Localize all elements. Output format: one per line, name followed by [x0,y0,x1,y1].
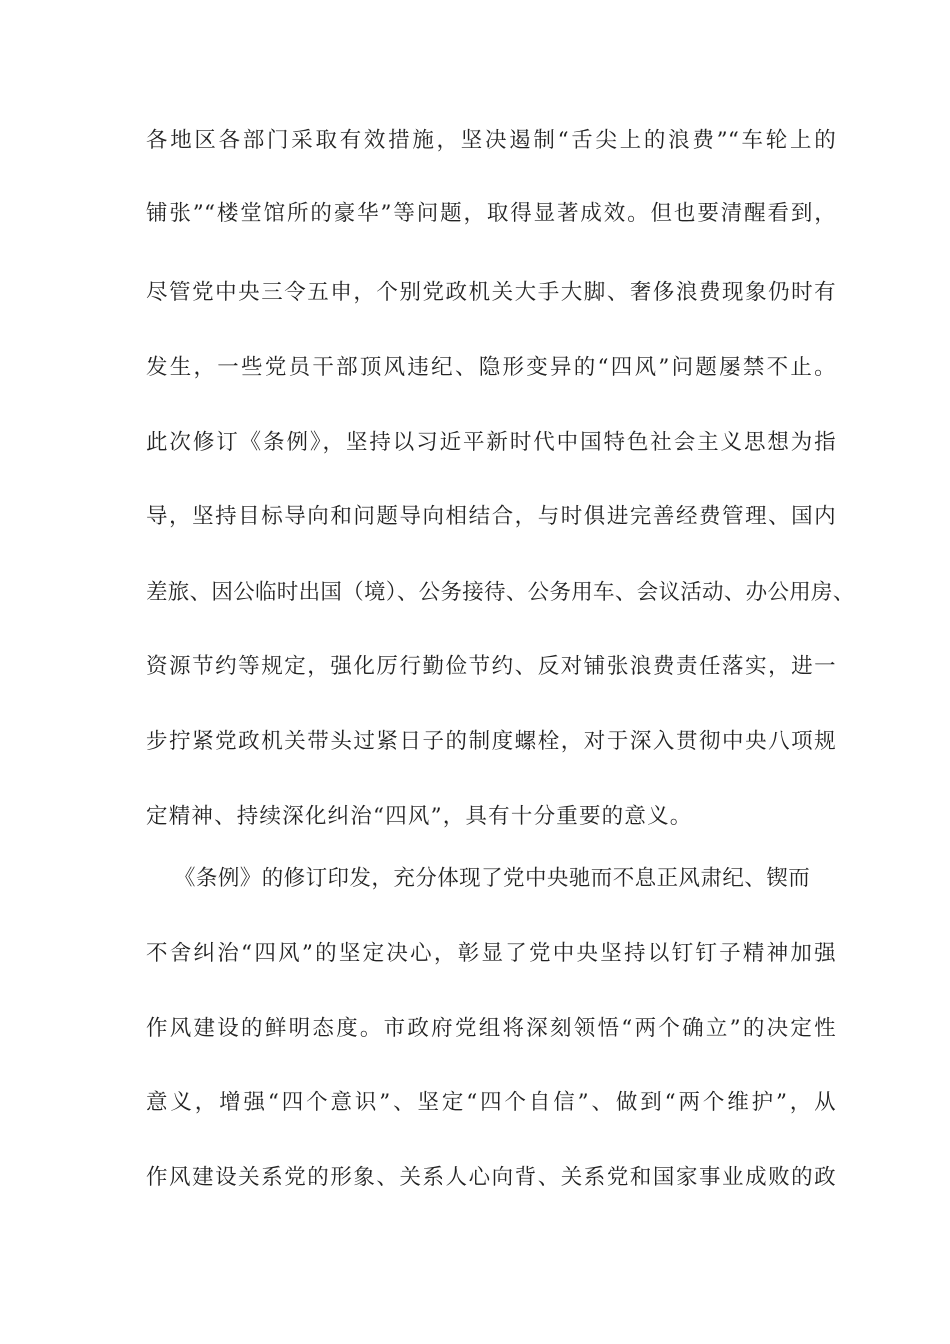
paragraph-1-line-7: 差旅、因公临时出国（境）、公务接待、公务用车、会议活动、办公用房、 [146,580,855,605]
paragraph-2-line-2: 不舍纠治“四风”的坚定决心，彰显了党中央坚持以钉钉子精神加强 [146,941,836,966]
paragraph-2-line-5: 作风建设关系党的形象、关系人心向背、关系党和国家事业成败的政 [146,1165,836,1190]
paragraph-1-line-5: 此次修订《条例》，坚持以习近平新时代中国特色社会主义思想为指 [146,430,836,455]
paragraph-1-line-6: 导，坚持目标导向和问题导向相结合，与时俱进完善经费管理、国内 [146,504,836,529]
paragraph-2-line-3: 作风建设的鲜明态度。市政府党组将深刻领悟“两个确立”的决定性 [146,1016,836,1041]
paragraph-1-line-8: 资源节约等规定，强化厉行勤俭节约、反对铺张浪费责任落实，进一 [146,654,836,679]
paragraph-1-line-10: 定精神、持续深化纠治“四风”，具有十分重要的意义。 [146,804,693,829]
paragraph-1-line-4: 发生，一些党员干部顶风违纪、隐形变异的“四风”问题屡禁不止。 [146,355,836,380]
paragraph-2-line-1: 《条例》的修订印发，充分体现了党中央驰而不息正风肃纪、锲而 [174,866,810,891]
paragraph-1-line-1: 各地区各部门采取有效措施，坚决遏制“舌尖上的浪费”“车轮上的 [146,128,836,153]
paragraph-2-line-4: 意义，增强“四个意识”、坚定“四个自信”、做到“两个维护”，从 [146,1090,836,1115]
paragraph-1-line-3: 尽管党中央三令五申，个别党政机关大手大脚、奢侈浪费现象仍时有 [146,280,836,305]
paragraph-1-line-2: 铺张”“楼堂馆所的豪华”等问题，取得显著成效。但也要清醒看到， [146,201,836,226]
paragraph-1-line-9: 步拧紧党政机关带头过紧日子的制度螺栓，对于深入贯彻中央八项规 [146,729,836,754]
